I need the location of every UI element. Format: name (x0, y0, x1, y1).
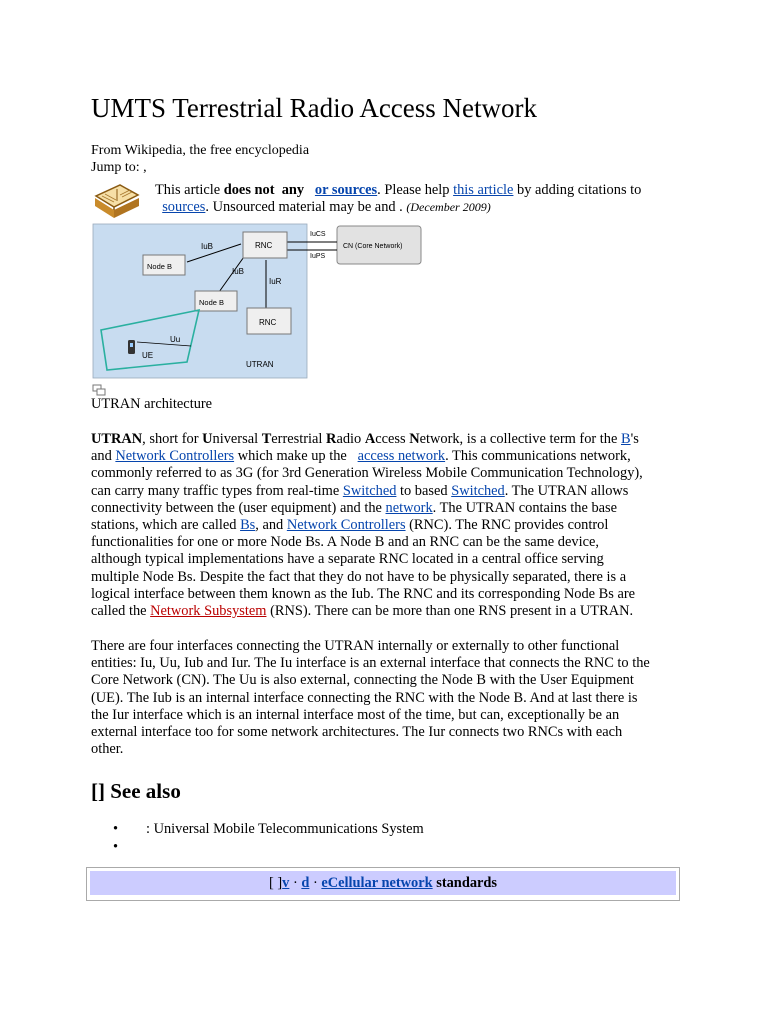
label-utran: UTRAN (246, 360, 274, 369)
utran-diagram (91, 222, 424, 380)
radio-network-controllers-link[interactable]: Network Controllers (286, 517, 406, 534)
label-cn: CN (Core Network) (343, 243, 403, 250)
navbox-cellular-network-link[interactable]: eCellular network (321, 875, 433, 891)
image-caption: UTRAN architecture (91, 396, 213, 412)
label-uu: Uu (170, 335, 181, 344)
list-item: • (113, 839, 119, 855)
label-nodeb-1: Node B (147, 262, 173, 271)
core-network-link[interactable]: network (385, 499, 433, 516)
network-subsystem-link[interactable]: Network Subsystem (150, 603, 267, 620)
paragraph-intro: UTRAN, short for Universal Terrestrial Radio Access Network, is a collective term for the B's and Network Controllers which make up the access network. This communications network, commonly referred to as 3G (for 3rd Generation Wireless Mobile Communication Technology), can carry many traffic types from real-time Switched to based Switched. The UTRAN allows connectivity between the (user equipment) and the network. The UTRAN contains the base stations, which are called Bs, and Network Controllers (RNC). The RNC provides control functionalities for one or more Node Bs. A Node B and an RNC can be the same device, although typical implementations have a separate RNC located in a central office serving multiple Node Bs. Despite the fact that they do not have to be physically separated, there is a logical interface between them known as the Iub. The RNC and its corresponding Node Bs are called the Network Subsystem (RNS). There can be more than one RNS present in a UTRAN. (91, 431, 643, 620)
label-iups: IuPS (310, 253, 326, 260)
list-item: • : Universal Mobile Telecommunications System (113, 821, 424, 837)
label-iucs: IuCS (310, 231, 326, 238)
access-network-link[interactable]: access network (357, 448, 446, 465)
or-sources-link[interactable]: or sources (314, 182, 378, 198)
label-iur: IuR (269, 277, 282, 286)
label-iub-2: IuB (232, 267, 245, 276)
navbox-view-link[interactable]: v (282, 875, 290, 891)
paragraph-interfaces: There are four interfaces connecting the UTRAN internally or externally to other functional entities: Iu, Uu, Iub and Iur. The Iu interface is an external interface that connects the RNC to the Core Network (CN). The Uu is also external, connecting the Node B with the User Equipment (UE). The Iub is an internal interface connecting the RNC with the Node B. And at last there is the Iur interface which is an internal interface most of the time, but can, exceptionally be an external interface too for some network architectures. The Iur connects two RNCs with each other. (91, 638, 650, 758)
see-also-heading: [] See also (91, 779, 181, 803)
improve-article-link[interactable]: this article (453, 182, 514, 198)
reliable-sources-link[interactable]: sources (162, 199, 206, 216)
node-b-link[interactable]: B (621, 431, 631, 447)
from-line: From Wikipedia, the free encyclopedia (91, 143, 310, 158)
notice-text: This article does not any or sources. Please help this article by adding citations to sources. Unsourced material may be and . (December 2009) (155, 182, 642, 216)
node-bs-link[interactable]: Bs (240, 517, 256, 534)
navbox-title: [ ]v · d · eCellular network standards (90, 871, 676, 895)
navbox-discuss-link[interactable]: d (301, 875, 310, 891)
label-nodeb-2: Node B (199, 298, 225, 307)
network-controllers-link[interactable]: Network Controllers (115, 448, 235, 465)
page-title: UMTS Terrestrial Radio Access Network (91, 93, 538, 123)
packet-switched-link[interactable]: Switched (451, 482, 505, 499)
navbox (86, 867, 680, 901)
label-ue: UE (142, 351, 154, 360)
circuit-switched-link[interactable]: Switched (342, 482, 397, 499)
label-rnc-bottom: RNC (259, 318, 277, 327)
label-rnc-top: RNC (255, 241, 273, 250)
book-icon (92, 180, 142, 220)
see-also-list (113, 821, 424, 857)
enlarge-icon[interactable] (92, 383, 106, 395)
label-iub-1: IuB (201, 242, 214, 251)
jump-to: Jump to: , (91, 160, 147, 175)
